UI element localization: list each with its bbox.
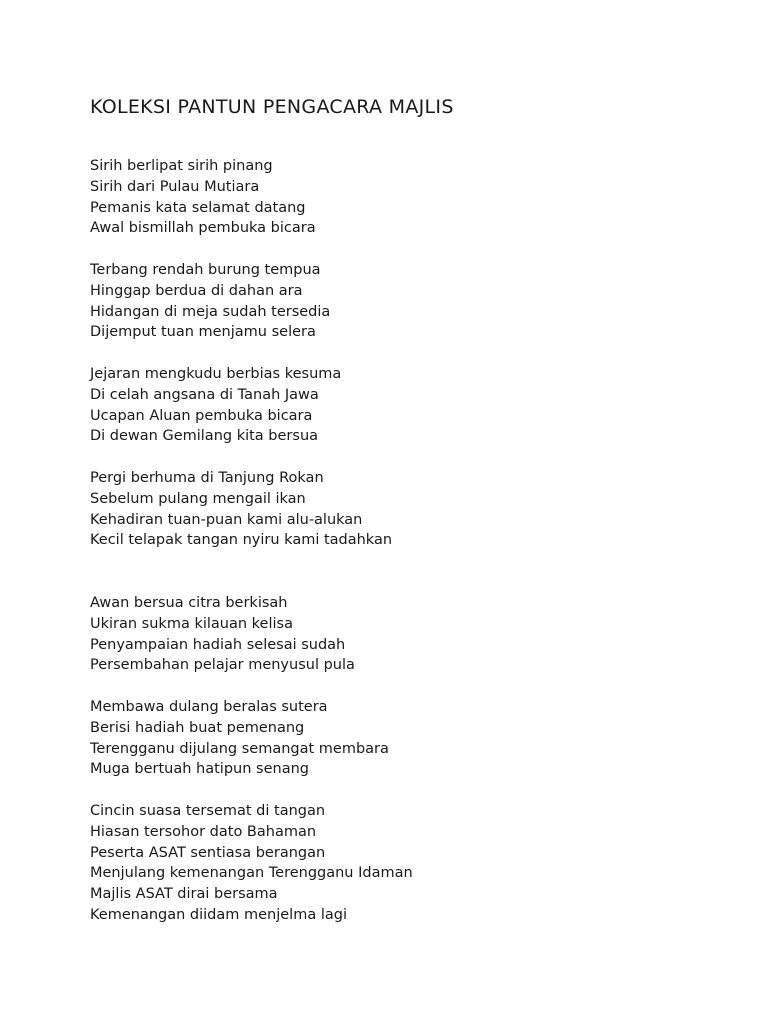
stanza-line: Terengganu dijulang semangat membara — [90, 740, 389, 757]
stanza-line: Muga bertuah hatipun senang — [90, 761, 309, 778]
stanza-line: Pergi berhuma di Tanjung Rokan — [90, 470, 324, 486]
stanza-line: Menjulang kemenangan Terengganu Idaman — [90, 865, 413, 882]
stanza-line: Ucapan Aluan pembuka bicara — [90, 407, 313, 424]
stanza-3 — [90, 364, 341, 447]
stanza-4 — [90, 468, 392, 551]
stanza-6 — [90, 697, 389, 780]
stanza-line: Cincin suasa tersemat di tangan — [90, 803, 326, 819]
stanza-line: Membawa dulang beralas sutera — [90, 699, 328, 715]
stanza-line: Awal bismillah pembuka bicara — [90, 220, 316, 237]
stanza-line: Ukiran sukma kilauan kelisa — [90, 615, 293, 632]
stanza-line: Peserta ASAT sentiasa berangan — [90, 844, 326, 861]
stanza-line: Hinggap berdua di dahan ara — [90, 282, 303, 299]
stanza-line: Berisi hadiah buat pemenang — [90, 719, 305, 736]
stanza-line: Kecil telapak tangan nyiru kami tadahkan — [90, 532, 393, 549]
stanza-line: Majlis ASAT dirai bersama — [90, 886, 278, 903]
stanza-line: Sirih dari Pulau Mutiara — [90, 178, 260, 195]
stanza-line: Hiasan tersohor dato Bahaman — [90, 823, 317, 840]
stanza-1 — [90, 156, 316, 239]
stanza-line: Sebelum pulang mengail ikan — [90, 490, 306, 507]
stanza-line: Di dewan Gemilang kita bersua — [90, 428, 319, 445]
stanza-line: Kemenangan diidam menjelma lagi — [90, 906, 347, 923]
stanza-line: Di celah angsana di Tanah Jawa — [90, 386, 319, 403]
stanza-line: Persembahan pelajar menyusul pula — [90, 657, 355, 674]
stanza-5 — [90, 593, 355, 676]
stanza-line: Terbang rendah burung tempua — [90, 262, 321, 278]
stanza-line: Awan bersua citra berkisah — [90, 595, 288, 611]
stanza-line: Hidangan di meja sudah tersedia — [90, 303, 331, 320]
document-title: KOLEKSI PANTUN PENGACARA MAJLIS — [90, 96, 454, 118]
stanza-line: Pemanis kata selamat datang — [90, 199, 306, 216]
stanza-7 — [90, 801, 413, 926]
stanza-2 — [90, 260, 330, 343]
stanza-line: Kehadiran tuan-puan kami alu-alukan — [90, 511, 363, 528]
stanza-line: Jejaran mengkudu berbias kesuma — [90, 366, 342, 382]
stanza-line: Penyampaian hadiah selesai sudah — [90, 636, 346, 653]
stanza-line: Sirih berlipat sirih pinang — [90, 158, 273, 174]
stanza-line: Dijemput tuan menjamu selera — [90, 324, 316, 341]
